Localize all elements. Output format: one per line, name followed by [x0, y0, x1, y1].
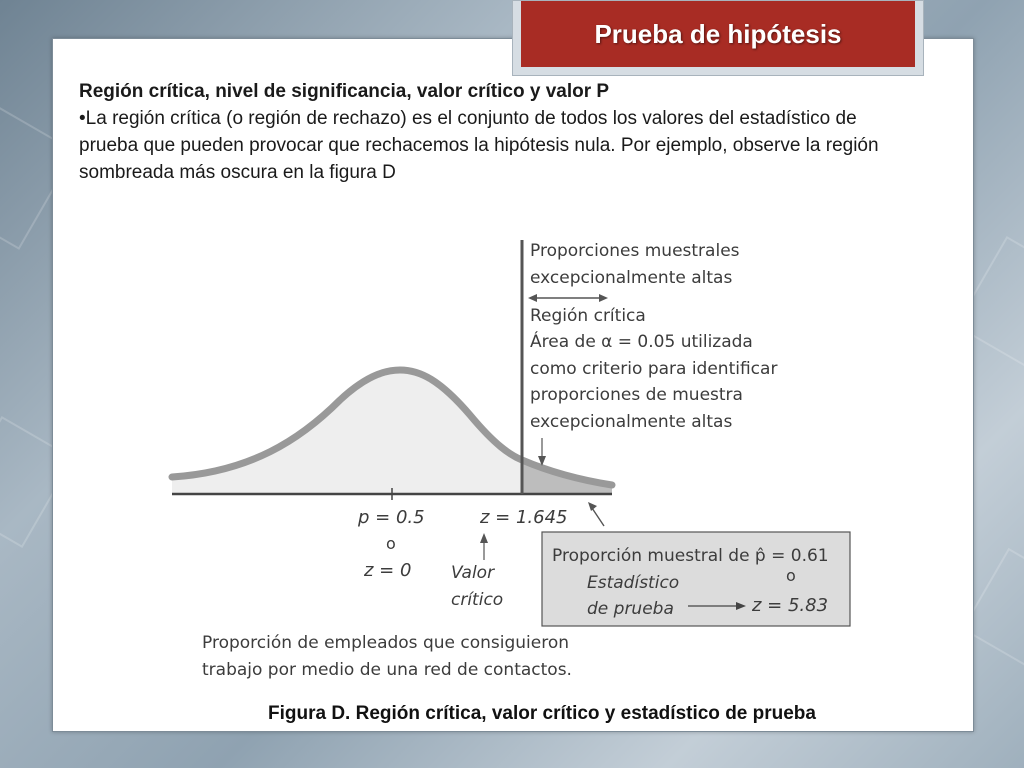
annot-line-5: como criterio para identificar — [530, 359, 778, 379]
annot-line-2: excepcionalmente altas — [530, 268, 733, 288]
annot-line-1: Proporciones muestrales — [530, 241, 740, 261]
stat-box-line-4: de prueba — [587, 599, 674, 619]
critical-z-label: z = 1.645 — [480, 507, 568, 528]
bullet-paragraph: •La región crítica (o región de rechazo) es el conjunto de todos los valores del estadístico de prueba que pueden provocar que rechacemos la hipótesis nula. Por ejemplo, observe la región sombreada más oscura en la figura D — [79, 108, 879, 183]
critical-value-word-2: crítico — [451, 590, 504, 610]
bottom-note-line-2: trabajo por medio de una red de contactos. — [202, 660, 572, 680]
stat-box-line-5: z = 5.83 — [752, 595, 829, 616]
stat-box-line-2: o — [786, 566, 796, 585]
center-label-p: p = 0.5 — [358, 507, 425, 528]
center-label-z: z = 0 — [364, 560, 412, 581]
annot-line-4: Área de α = 0.05 utilizada — [530, 332, 753, 352]
critical-value-arrowhead — [480, 533, 488, 543]
annot-line-6: proporciones de muestra — [530, 385, 743, 405]
annot-line-7: excepcionalmente altas — [530, 412, 733, 432]
stat-pointer-arrowhead — [588, 502, 597, 511]
stat-box-line-1: Proporción muestral de p̂ = 0.61 — [552, 546, 829, 566]
arrow-right-head — [599, 294, 608, 302]
bottom-note-line-1: Proporción de empleados que consiguieron — [202, 633, 570, 653]
slide-title: Prueba de hipótesis — [594, 18, 842, 49]
critical-value-word-1: Valor — [451, 563, 495, 583]
center-label-or: o — [386, 534, 396, 553]
annot-line-3: Región crítica — [530, 306, 646, 326]
section-heading: Región crítica, nivel de significancia, valor crítico y valor P — [79, 81, 610, 102]
stat-box-line-3: Estadístico — [587, 573, 680, 593]
figure-caption: Figura D. Región crítica, valor crítico y estadístico de prueba — [268, 703, 816, 724]
curve-area — [172, 370, 522, 494]
arrow-left-head — [528, 294, 537, 302]
